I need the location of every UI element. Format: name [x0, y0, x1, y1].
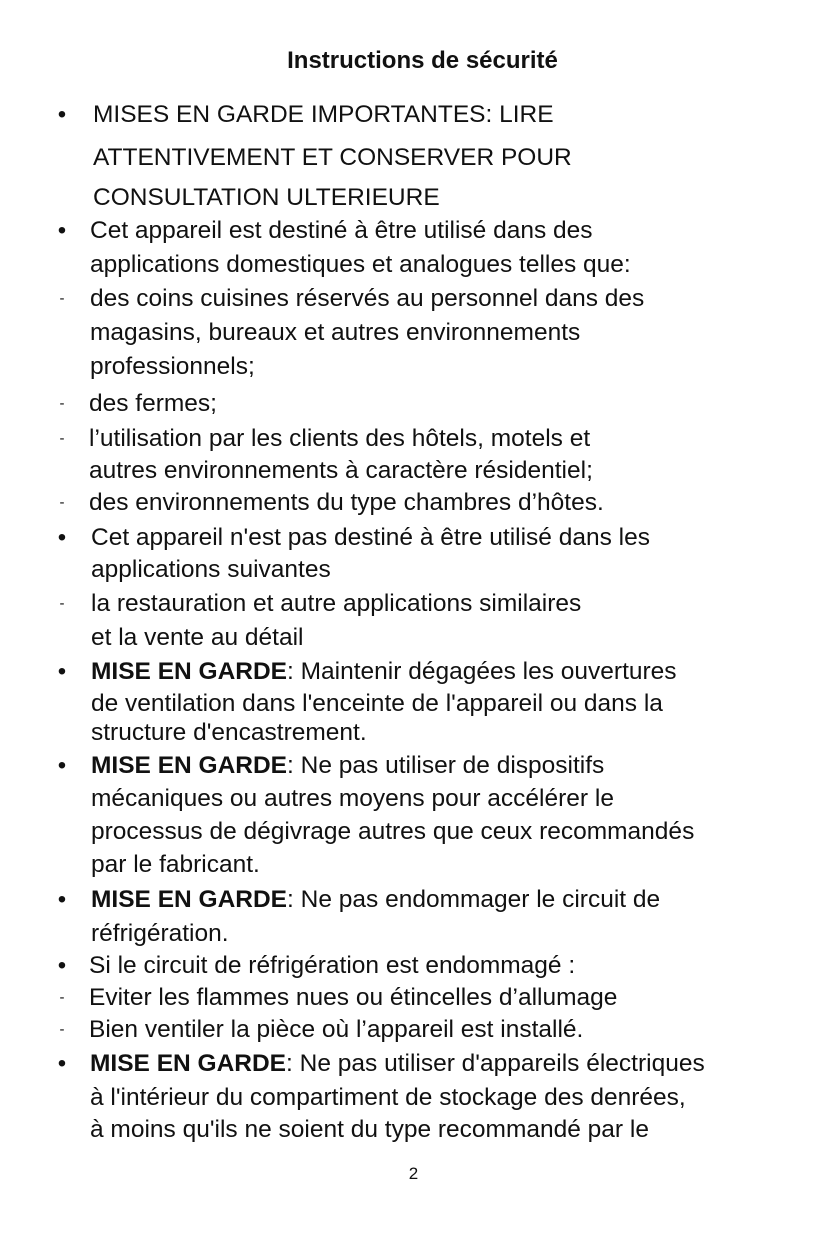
- item-line: des coins cuisines réservés au personnel dans des: [90, 285, 645, 312]
- list-item: [0, 521, 827, 555]
- bullet-marker: •: [57, 752, 67, 779]
- item-line: MISE EN GARDE: Ne pas utiliser d'appareils électriques: [90, 1050, 705, 1077]
- dash-marker: -: [59, 430, 65, 447]
- dash-marker: -: [59, 989, 65, 1006]
- item-line: MISE EN GARDE: Maintenir dégagées les ouvertures: [91, 658, 677, 685]
- list-item: [0, 422, 827, 456]
- page-number: 2: [408, 1164, 419, 1183]
- item-line: Cet appareil est destiné à être utilisé dans des: [90, 217, 593, 244]
- warning-label: MISE EN GARDE: [91, 886, 288, 913]
- item-line: à l'intérieur du compartiment de stockage des denrées,: [90, 1084, 686, 1111]
- list-item: [0, 98, 827, 132]
- dash-marker: -: [59, 1021, 65, 1038]
- dash-marker: -: [59, 595, 65, 612]
- item-line: MISE EN GARDE: Ne pas utiliser de dispositifs: [91, 752, 605, 779]
- warning-label: MISE EN GARDE: [91, 752, 288, 779]
- warning-label: MISE EN GARDE: [90, 1050, 287, 1077]
- list-item: [0, 486, 827, 520]
- bullet-marker: •: [57, 952, 67, 979]
- list-item: [0, 949, 827, 983]
- warning-label: MISE EN GARDE: [91, 658, 288, 685]
- bullet-marker: •: [57, 524, 67, 551]
- item-line: et la vente au détail: [91, 624, 304, 651]
- item-line: par le fabricant.: [91, 851, 260, 878]
- item-line: MISE EN GARDE: Ne pas endommager le circuit de: [91, 886, 661, 913]
- list-item: [0, 749, 827, 783]
- item-line: de ventilation dans l'enceinte de l'appareil ou dans la: [91, 690, 663, 717]
- item-line: mécaniques ou autres moyens pour accélérer le: [91, 785, 614, 812]
- list-item: [0, 587, 827, 621]
- item-line: applications domestiques et analogues telles que:: [90, 251, 631, 278]
- item-line: des fermes;: [89, 390, 217, 417]
- item-line: des environnements du type chambres d’hôtes.: [89, 489, 604, 516]
- list-item: [0, 981, 827, 1015]
- item-line: professionnels;: [90, 353, 255, 380]
- item-line: autres environnements à caractère résidentiel;: [89, 457, 593, 484]
- bullet-marker: •: [57, 1050, 67, 1077]
- page-title: Instructions de sécurité: [287, 47, 558, 74]
- dash-marker: -: [59, 290, 65, 307]
- bullet-marker: •: [57, 217, 67, 244]
- bullet-marker: •: [57, 886, 67, 913]
- item-line: CONSULTATION ULTERIEURE: [93, 184, 440, 211]
- list-item: [0, 214, 827, 248]
- item-line: applications suivantes: [91, 556, 331, 583]
- item-line: à moins qu'ils ne soient du type recommandé par le: [90, 1116, 649, 1143]
- list-item: [0, 1013, 827, 1047]
- item-line: processus de dégivrage autres que ceux recommandés: [91, 818, 695, 845]
- list-item: [0, 883, 827, 917]
- dash-marker: -: [59, 494, 65, 511]
- bullet-marker: •: [57, 101, 67, 128]
- list-item: [0, 387, 827, 421]
- item-line: MISES EN GARDE IMPORTANTES: LIRE: [93, 101, 554, 128]
- item-line: ATTENTIVEMENT ET CONSERVER POUR: [93, 144, 572, 171]
- item-line: Si le circuit de réfrigération est endommagé :: [89, 952, 576, 979]
- item-line: la restauration et autre applications similaires: [91, 590, 582, 617]
- item-line: magasins, bureaux et autres environnements: [90, 319, 581, 346]
- item-line: Eviter les flammes nues ou étincelles d’allumage: [89, 984, 618, 1011]
- item-line: structure d'encastrement.: [91, 719, 367, 746]
- item-line: réfrigération.: [91, 920, 229, 947]
- item-line: l’utilisation par les clients des hôtels, motels et: [89, 425, 591, 452]
- bullet-marker: •: [57, 658, 67, 685]
- list-item: [0, 1047, 827, 1081]
- item-line: Bien ventiler la pièce où l’appareil est installé.: [89, 1016, 584, 1043]
- item-line: Cet appareil n'est pas destiné à être utilisé dans les: [91, 524, 650, 551]
- list-item: [0, 282, 827, 316]
- list-item: [0, 655, 827, 689]
- dash-marker: -: [59, 395, 65, 412]
